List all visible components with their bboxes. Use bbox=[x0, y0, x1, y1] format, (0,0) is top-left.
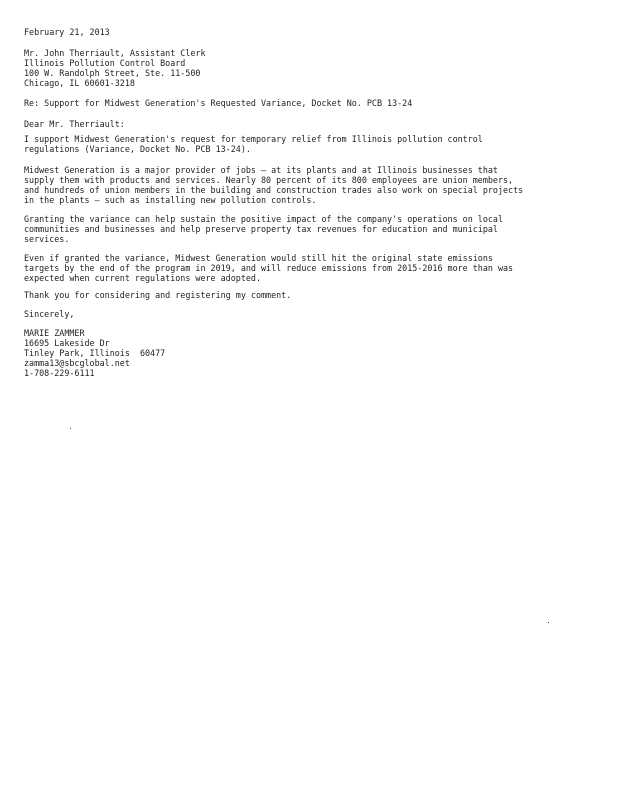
paragraph-3-line-1: Granting the variance can help sustain the positive impact of the company's operations on local bbox=[24, 214, 504, 224]
paragraph-1-line-1: I support Midwest Generation's request for temporary relief from Illinois pollution control bbox=[24, 134, 483, 144]
sender-phone: 1-708-229-6111 bbox=[24, 368, 95, 378]
recipient-city: Chicago, IL 60601-3218 bbox=[24, 78, 135, 88]
closing: Sincerely, bbox=[24, 309, 75, 319]
paragraph-2-line-1: Midwest Generation is a major provider of jobs – at its plants and at Illinois businesses that bbox=[24, 165, 498, 175]
paragraph-3-line-3: services. bbox=[24, 234, 70, 244]
paragraph-3-line-2: communities and businesses and help preserve property tax revenues for education and municipal bbox=[24, 224, 498, 234]
recipient-name: Mr. John Therriault, Assistant Clerk bbox=[24, 48, 206, 58]
letter-date: February 21, 2013 bbox=[24, 27, 110, 37]
subject-line: Re: Support for Midwest Generation's Requested Variance, Docket No. PCB 13-24 bbox=[24, 98, 413, 108]
sender-name: MARIE ZAMMER bbox=[24, 328, 85, 338]
paragraph-2-line-3: and hundreds of union members in the building and construction trades also work on special projects bbox=[24, 185, 524, 195]
sender-city: Tinley Park, Illinois 60477 bbox=[24, 348, 166, 358]
sender-email: zamma13@sbcglobal.net bbox=[24, 358, 130, 368]
recipient-organization: Illinois Pollution Control Board bbox=[24, 58, 186, 68]
salutation: Dear Mr. Therriault: bbox=[24, 119, 125, 129]
sender-street: 16695 Lakeside Dr bbox=[24, 338, 110, 348]
paragraph-2-line-2: supply them with products and services. Nearly 80 percent of its 800 employees are union members, bbox=[24, 175, 514, 185]
paragraph-4-line-1: Even if granted the variance, Midwest Generation would still hit the original state emissions bbox=[24, 253, 493, 263]
paragraph-4-line-2: targets by the end of the program in 2019, and will reduce emissions from 2015-2016 more than was bbox=[24, 263, 514, 273]
paragraph-1-line-2: regulations (Variance, Docket No. PCB 13-24). bbox=[24, 144, 251, 154]
recipient-street: 100 W. Randolph Street, Ste. 11-500 bbox=[24, 68, 201, 78]
paragraph-4-line-3: expected when current regulations were adopted. bbox=[24, 273, 261, 283]
paragraph-5-line-1: Thank you for considering and registering my comment. bbox=[24, 290, 292, 300]
scan-speck bbox=[548, 622, 549, 623]
scan-speck bbox=[70, 428, 71, 429]
paragraph-2-line-4: in the plants – such as installing new pollution controls. bbox=[24, 195, 317, 205]
